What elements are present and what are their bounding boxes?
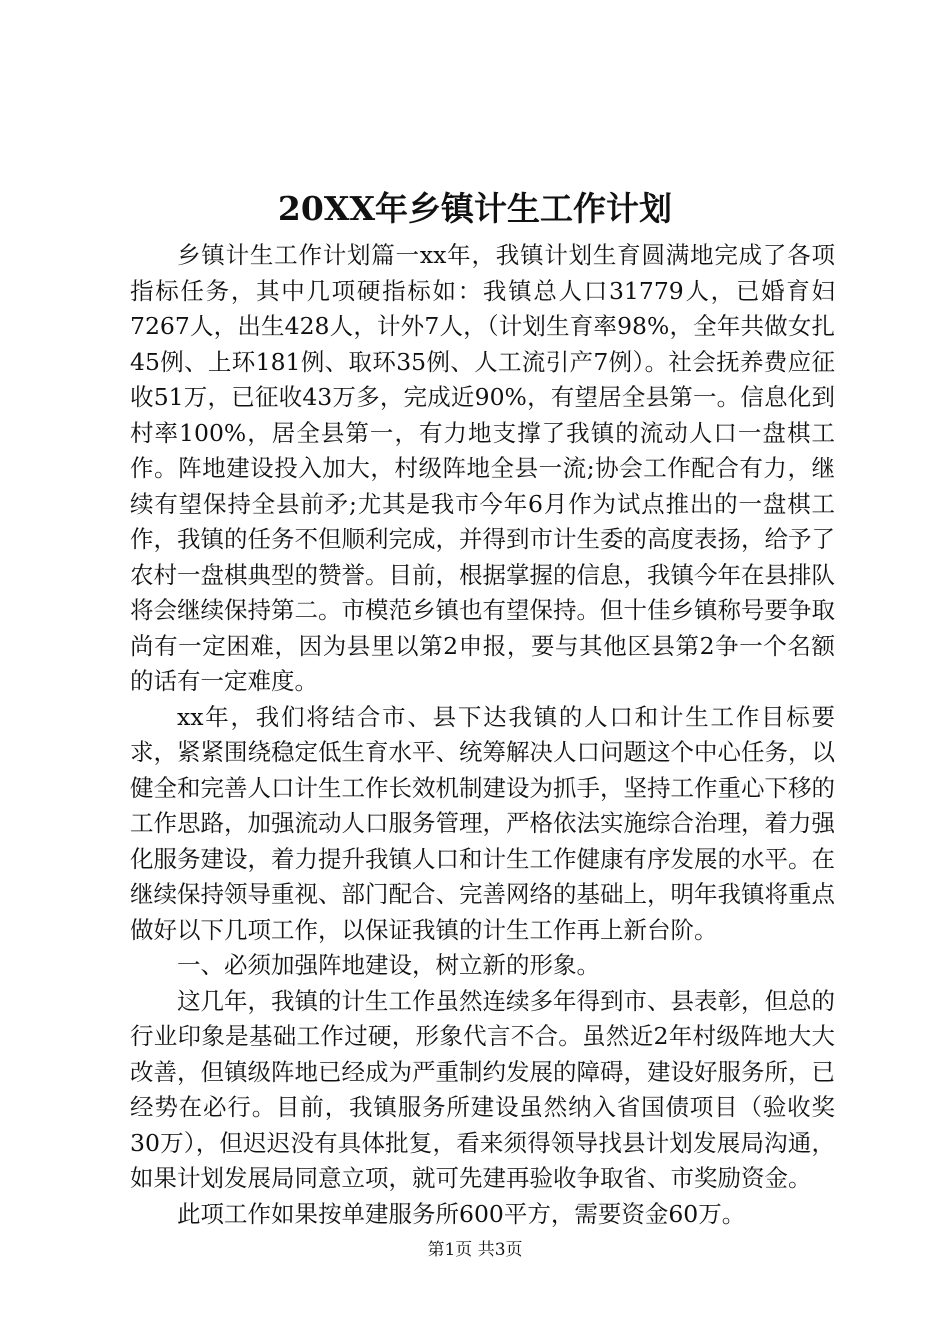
document-title: 20XX年乡镇计生工作计划: [277, 189, 673, 228]
paragraph-facility-construction: 这几年，我镇的计生工作虽然连续多年得到市、县表彰，但总的行业印象是基础工作过硬，形象代言不合。虽然近2年村级阵地大大改善，但镇级阵地已经成为严重制约发展的障碍，建设好服务所，已经势在必行。目前，我镇服务所建设虽然纳入省国债项目（验收奖30万），但迟迟没有具体批复，看来须得领导找县计划发展局沟通，如果计划发展局同意立项，就可先建再验收争取省、市奖励资金。: [130, 986, 835, 1192]
page-footer: 第1页 共3页: [427, 1240, 523, 1260]
document-body: [130, 238, 835, 1232]
paragraph-funding-requirement: 此项工作如果按单建服务所600平方，需要资金60万。: [177, 1199, 746, 1228]
paragraph-next-year-goals: xx年，我们将结合市、县下达我镇的人口和计生工作目标要求，紧紧围绕稳定低生育水平、统筹解决人口问题这个中心任务，以健全和完善人口计生工作长效机制建设为抓手，坚持工作重心下移的工作思路，加强流动人口服务管理，严格依法实施综合治理，着力强化服务建设，着力提升我镇人口和计生工作健康有序发展的水平。在继续保持领导重视、部门配合、完善网络的基础上，明年我镇将重点做好以下几项工作，以保证我镇的计生工作再上新台阶。: [130, 702, 835, 944]
paragraph-intro-summary: 乡镇计生工作计划篇一xx年，我镇计划生育圆满地完成了各项指标任务，其中几项硬指标如：我镇总人口31779人，已婚育妇7267人，出生428人，计外7人，（计划生育率98%，全年共做女扎45例、上环181例、取环35例、人工流引产7例）。社会抚养费应征收51万，已征收43万多，完成近90%，有望居全县第一。信息化到村率100%，居全县第一，有力地支撑了我镇的流动人口一盘棋工作。阵地建设投入加大，村级阵地全县一流;协会工作配合有力，继续有望保持全县前矛;尤其是我市今年6月作为试点推出的一盘棋工作，我镇的任务不但顺利完成，并得到市计生委的高度表扬，给予了农村一盘棋典型的赞誉。目前，根据掌握的信息，我镇今年在县排队将会继续保持第二。市模范乡镇也有望保持。但十佳乡镇称号要争取尚有一定困难，因为县里以第2申报，要与其他区县第2争一个名额的话有一定难度。: [130, 241, 835, 695]
paragraph-section-heading-1: 一、必须加强阵地建设，树立新的形象。: [177, 951, 600, 979]
